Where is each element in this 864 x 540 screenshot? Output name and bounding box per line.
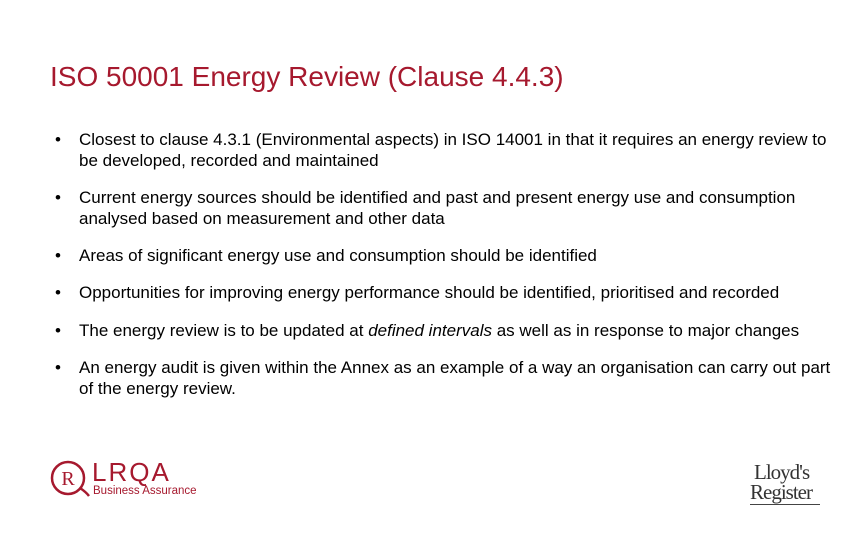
bullet-list	[55, 129, 845, 415]
lloyds-register-logo	[750, 460, 822, 506]
bullet-text: An energy audit is given within the Annex as an example of a way an organisation can carry out part of the energy review.	[79, 358, 831, 398]
lrqa-tagline: Business Assurance	[93, 485, 197, 497]
bullet-text-after: as well as in response to major changes	[492, 321, 800, 340]
bullet-marker: •	[55, 283, 61, 302]
bullet-text: Areas of significant energy use and consumption should be identified	[79, 246, 597, 265]
bullet-item	[55, 245, 845, 266]
bullet-marker: •	[55, 130, 61, 149]
bullet-text: Opportunities for improving energy performance should be identified, prioritised and recorded	[79, 283, 780, 302]
bullet-text-before: The energy review is to be updated at	[79, 321, 369, 340]
lrqa-logo	[50, 455, 210, 501]
bullet-item	[55, 357, 845, 399]
bullet-marker: •	[55, 188, 61, 207]
bullet-marker: •	[55, 246, 61, 265]
bullet-marker: •	[55, 358, 61, 377]
lloyds-logo-line2: Register	[750, 480, 812, 504]
lrqa-wordmark: LRQA	[92, 457, 171, 487]
slide-title: ISO 50001 Energy Review (Clause 4.4.3)	[50, 60, 564, 92]
svg-text:R: R	[61, 468, 75, 490]
bullet-text: Current energy sources should be identified and past and present energy use and consumption analysed based on measurement and other data	[79, 188, 796, 228]
bullet-item	[55, 129, 845, 171]
lrqa-emblem-icon	[50, 458, 90, 498]
bullet-text: Closest to clause 4.3.1 (Environmental aspects) in ISO 14001 in that it requires an energy review to be developed, recorded and maintained	[79, 130, 827, 170]
bullet-item	[55, 187, 845, 229]
bullet-item	[55, 320, 845, 341]
lloyds-logo-line1: Lloyd's	[754, 460, 810, 484]
bullet-marker: •	[55, 321, 61, 340]
bullet-text-emphasis: defined intervals	[368, 321, 492, 340]
lloyds-logo-rule	[750, 504, 820, 505]
bullet-item	[55, 282, 845, 303]
